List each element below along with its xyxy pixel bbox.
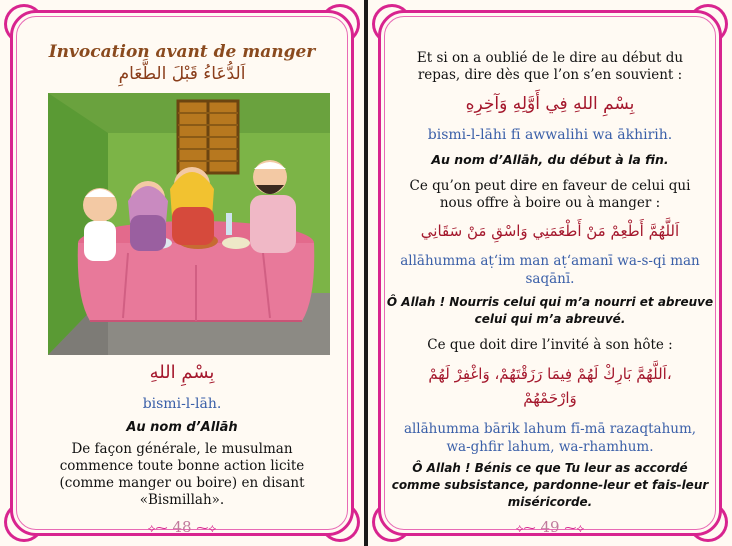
dua3-arabic: اَللَّهُمَّ بَارِكْ لَهُمْ فِيمَا رَزَقْتَهُمْ، وَاغْفِرْ لَهُمْ، وَارْحَمْهُمْ — [428, 365, 672, 407]
dua1-arabic: بِسْمِ اللهِ فِي أَوَّلِهِ وَآخِرِهِ — [465, 94, 635, 114]
dua2-translation: Ô Allah ! Nourris celui qui m’a nourri et abreuve celui qui m’a abreuvé. — [386, 295, 714, 326]
intro3-text: Ce que doit dire l’invité à son hôte : — [427, 337, 673, 353]
flourish-ornament-icon: ⁓⟡ — [196, 521, 217, 535]
flourish-ornament-icon: ⁓⟡ — [564, 521, 585, 535]
page-title: Invocation avant de manger — [48, 42, 316, 62]
paragraph-line: (comme manger ou boire) en disant — [59, 475, 305, 491]
corner-ornament-icon — [688, 4, 728, 44]
paragraph-line: «Bismillah». — [139, 492, 225, 508]
dua3-translation: Ô Allah ! Bénis ce que Tu leur as accordé comme subsistance, pardonne-leur et fais-leur miséricorde. — [391, 461, 709, 509]
paragraph — [0, 441, 364, 509]
bismillah-transliteration: bismi-l-lāh. — [142, 396, 222, 412]
paragraph-line: commence toute bonne action licite — [59, 458, 305, 474]
dua1-transliteration: bismi-l-lāhi fī awwalihi wa ākhirih. — [427, 127, 673, 143]
corner-ornament-icon — [320, 4, 360, 44]
flourish-ornament-icon: ⟡⁓ — [147, 521, 168, 535]
arabic-title: اَلدُّعَاءُ قَبْلَ الطَّعَامِ — [118, 64, 246, 84]
bismillah-arabic: بِسْمِ اللهِ — [149, 362, 215, 383]
intro-text: Et si on a oublié de le dire au début du repas, dire dès que l’on s’en souvient : — [416, 50, 684, 83]
page-number: ⟡⁓ 48 ⁓⟡ — [147, 518, 217, 536]
left-page — [0, 0, 364, 546]
dua1-translation: Au nom d’Allāh, du début à la fin. — [431, 152, 669, 167]
dua2-transliteration: allāhumma aṭ‘im man aṭ‘amanī wa-s-qi man saqānī. — [400, 253, 700, 287]
bismillah-translation: Au nom d’Allāh — [126, 420, 238, 435]
right-page — [368, 0, 732, 546]
family-meal-illustration — [48, 93, 330, 355]
corner-ornament-icon — [372, 4, 412, 44]
paragraph-line: De façon générale, le musulman — [71, 441, 293, 457]
flourish-ornament-icon: ⟡⁓ — [515, 521, 536, 535]
intro2-text: Ce qu’on peut dire en faveur de celui qui nous offre à boire ou à manger : — [409, 178, 691, 211]
corner-ornament-icon — [4, 4, 44, 44]
dua2-arabic: اَللَّهُمَّ أَطْعِمْ مَنْ أَطْعَمَنِي وَاسْقِ مَنْ سَقَانِي — [420, 222, 680, 240]
page-number: ⟡⁓ 49 ⁓⟡ — [515, 518, 585, 536]
dua3-transliteration: allāhumma bārik lahum fī-mā razaqtahum, wa-ghfir lahum, wa-rhamhum. — [403, 421, 697, 455]
